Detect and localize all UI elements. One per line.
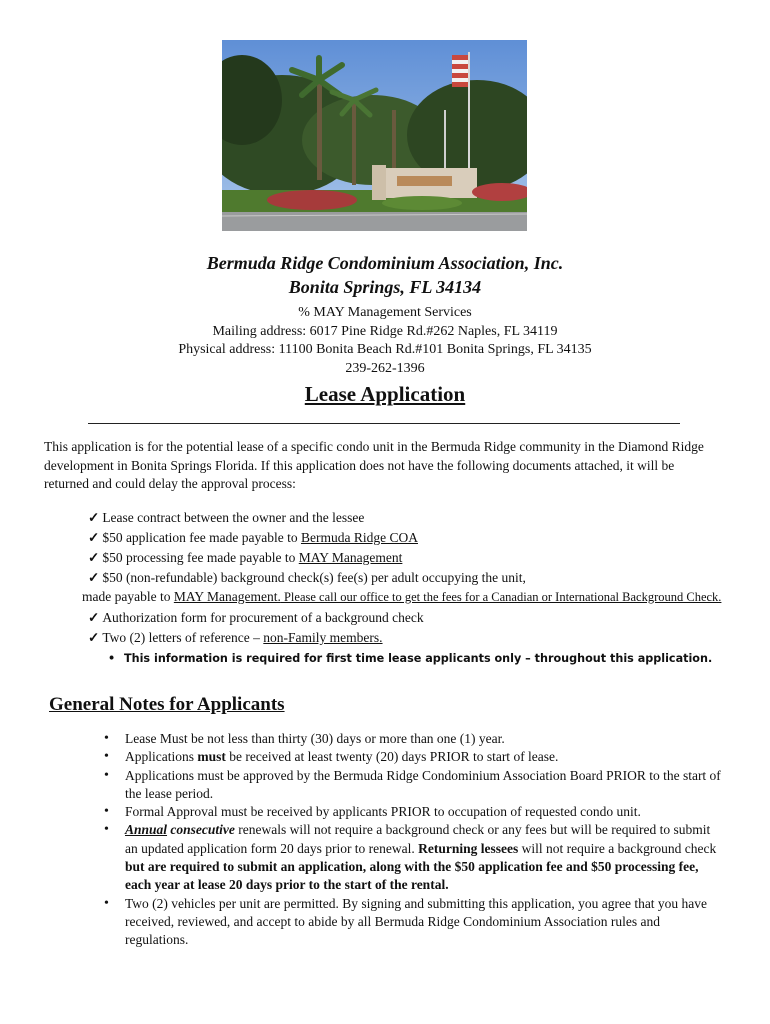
note-item: • Two (2) vehicles per unit are permitted. By signing and submitting this application, you agree that you have received, reviewed, and accept to abide by all Bermuda Ridge Condominium Association rules and regulations. [104, 895, 724, 950]
check-icon: ✓ [88, 550, 100, 565]
physical-address: Physical address: 11100 Bonita Beach Rd.#101 Bonita Springs, FL 34135 [178, 342, 592, 357]
mailing-address: Mailing address: 6017 Pine Ridge Rd.#262 Naples, FL 34119 [212, 323, 558, 339]
document-title: Lease Application [304, 382, 466, 406]
general-notes-heading: General Notes for Applicants [49, 694, 285, 715]
checklist-item: ✓ $50 processing fee made payable to MAY Management [88, 550, 403, 565]
check-icon: ✓ [88, 610, 100, 625]
checklist-item: ✓ Two (2) letters of reference – non-Family members. [88, 630, 383, 645]
bullet-icon: • [108, 652, 116, 665]
org-name: Bermuda Ridge Condominium Association, Inc. [206, 253, 564, 273]
checklist-item: ✓ $50 (non-refundable) background check(s) fee(s) per adult occupying the unit, [88, 570, 526, 585]
payee-may-management: MAY Management [298, 550, 403, 565]
care-of: % MAY Management Services [298, 305, 472, 320]
check-icon: ✓ [88, 530, 100, 545]
entrance-photo [222, 40, 527, 231]
note-item: • Lease Must be not less than thirty (30) days or more than one (1) year. [104, 730, 724, 748]
note-item: • Applications must be received at least twenty (20) days PRIOR to start of lease. [104, 748, 724, 766]
general-notes-list [104, 730, 724, 950]
note-item: • Formal Approval must be received by applicants PRIOR to occupation of requested condo unit. [104, 803, 724, 821]
international-fee-note: Please call our office to get the fees for a Canadian or International Background Check. [280, 590, 722, 604]
entrance-photo-image [222, 40, 527, 231]
note-item: • Applications must be approved by the Bermuda Ridge Condominium Association Board PRIOR to the start of the lease period. [104, 767, 724, 804]
intro-paragraph: This application is for the potential lease of a specific condo unit in the Bermuda Ridge community in the Diamond Ridge development in Bonita Springs Florida. If this application does not have the following documents attached, it will be returned and could delay the approval process: [44, 439, 704, 491]
checklist-item-continuation: made payable to MAY Management. Please call our office to get the fees for a Canadian or International Background Check. [82, 589, 722, 604]
non-family-note: non-Family members. [263, 630, 383, 645]
check-icon: ✓ [88, 510, 100, 525]
org-city: Bonita Springs, FL 34134 [288, 277, 482, 297]
checklist-item: ✓ Authorization form for procurement of a background check [88, 610, 424, 625]
required-documents-list [82, 508, 728, 669]
address-block [0, 304, 770, 378]
check-icon: ✓ [88, 570, 100, 585]
title-divider [88, 423, 680, 424]
phone-number: 239-262-1396 [345, 360, 425, 376]
association-heading [0, 251, 770, 299]
note-item: • Annual consecutive renewals will not require a background check or any fees but will be required to submit an updated application form 20 days prior to renewal. Returning lessees will not require a background check but are required to submit an application, along with the $50 application fee and $50 processing fee, each year at lease 20 days prior to the start of the rental. [104, 821, 724, 894]
payee-may-management-bg: MAY Management. [173, 589, 281, 604]
checklist-item: ✓ Lease contract between the owner and the lessee [88, 510, 365, 525]
check-icon: ✓ [88, 630, 100, 645]
payee-bermuda-ridge-coa: Bermuda Ridge COA [300, 530, 418, 545]
checklist-item: ✓ $50 application fee made payable to Bermuda Ridge COA [88, 530, 418, 545]
first-time-applicant-note: • This information is required for first time lease applicants only – throughout this application. [108, 649, 728, 669]
